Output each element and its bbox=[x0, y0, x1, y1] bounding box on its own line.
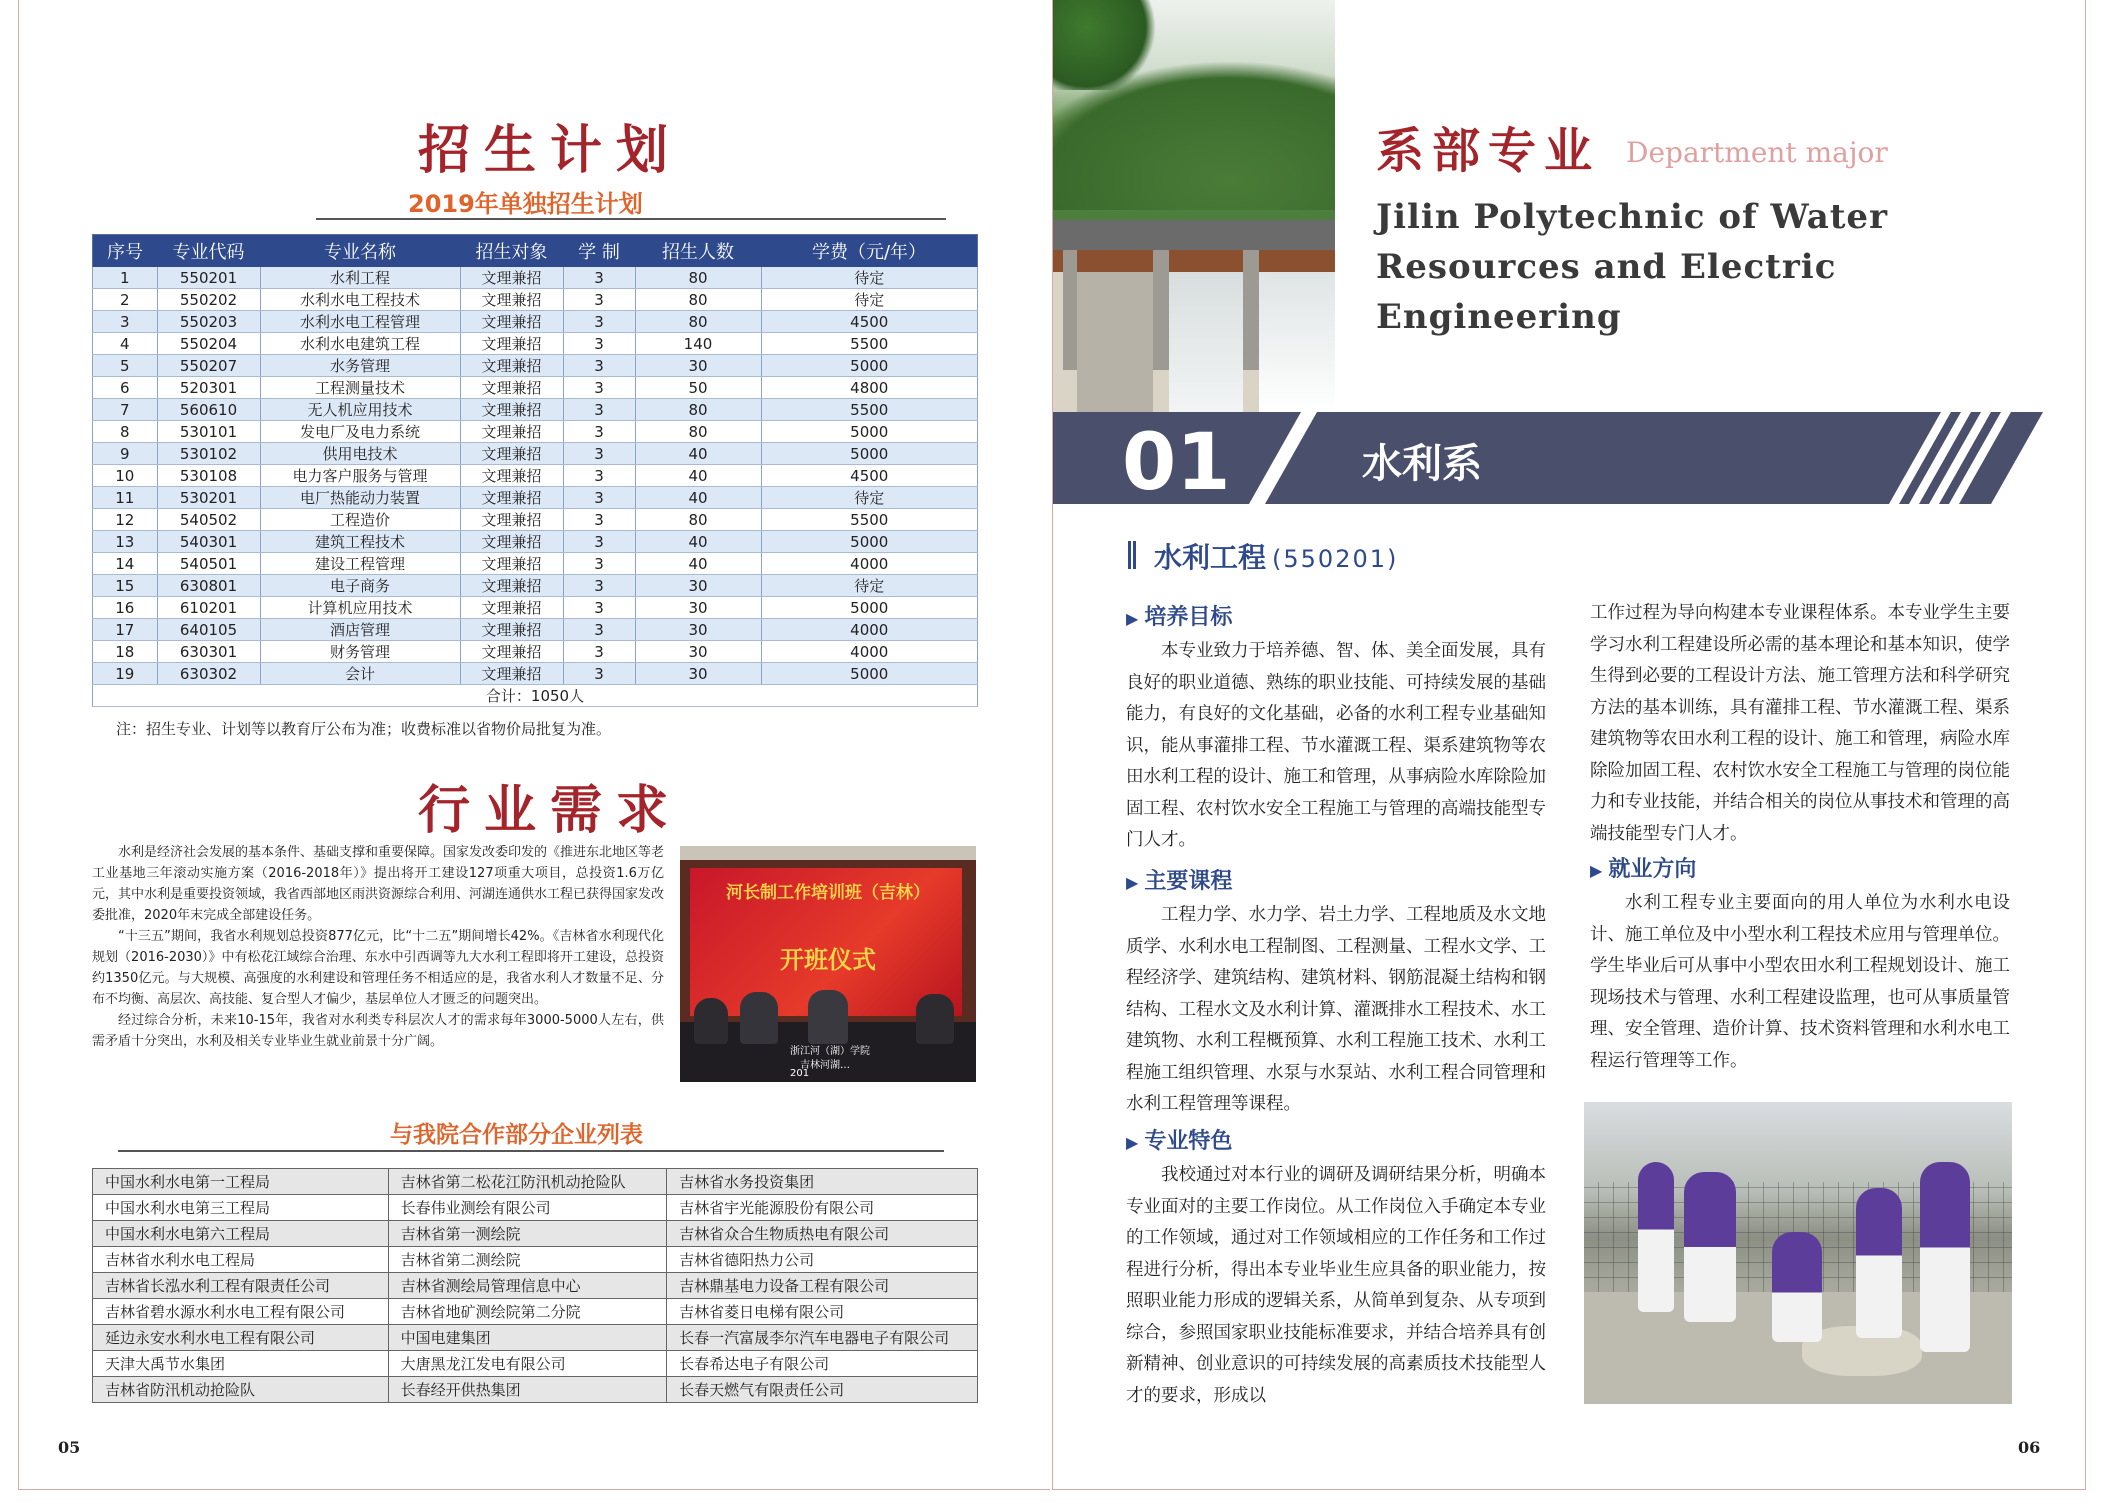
table-cell: 文理兼招 bbox=[460, 421, 563, 443]
table-cell: 3 bbox=[563, 509, 635, 531]
person bbox=[694, 998, 728, 1044]
company-cell: 吉林省地矿测绘院第二分院 bbox=[388, 1299, 666, 1325]
table-row bbox=[93, 377, 978, 399]
company-cell: 吉林省长泓水利工程有限责任公司 bbox=[93, 1273, 389, 1299]
table-cell: 5500 bbox=[761, 333, 978, 355]
table-cell: 文理兼招 bbox=[460, 333, 563, 355]
table-cell: 1 bbox=[93, 267, 158, 289]
paragraph: 本专业致力于培养德、智、体、美全面发展，具有良好的职业道德、熟练的职业技能、可持续发展的基础能力，有良好的文化基础，必备的水利工程专业基础知识，能从事灌排工程、节水灌溉工程、渠系建筑物等农田水利工程的设计、施工和管理，从事病险水库除险加固工程、农村饮水安全工程施工与管理的高端技能型专门人才。 bbox=[1126, 641, 1546, 850]
table-row bbox=[93, 399, 978, 421]
dam-face bbox=[1077, 272, 1153, 412]
ceiling bbox=[680, 846, 976, 860]
table-cell: 4000 bbox=[761, 619, 978, 641]
table-cell: 文理兼招 bbox=[460, 355, 563, 377]
table-cell: 财务管理 bbox=[260, 641, 460, 663]
table-cell: 电子商务 bbox=[260, 575, 460, 597]
table-cell: 7 bbox=[93, 399, 158, 421]
features-text bbox=[1126, 1160, 1546, 1412]
table-cell: 140 bbox=[635, 333, 761, 355]
person bbox=[808, 990, 848, 1044]
major-title bbox=[1154, 536, 1398, 576]
major-name: 水利工程 bbox=[1154, 541, 1267, 574]
paragraph: 工程力学、水力学、岩土力学、工程地质及水文地质学、水利水电工程制图、工程测量、工程水文学、工程经济学、建筑结构、建筑材料、钢筋混凝土结构和钢结构、工程水文及水利计算、灌溉排水工程技术、水工建筑物、水利工程概预算、水利工程施工技术、水利工程施工组织管理、水泵与水泵站、水利工程合同管理和水利工程管理等课程。 bbox=[1126, 905, 1546, 1114]
triangle-icon: ▶ bbox=[1126, 873, 1139, 892]
company-cell: 中国水利水电第三工程局 bbox=[93, 1195, 389, 1221]
heading-text: 主要课程 bbox=[1144, 869, 1233, 894]
company-cell: 长春伟业测绘有限公司 bbox=[388, 1195, 666, 1221]
major-code: (550201) bbox=[1272, 545, 1399, 573]
table-cell: 530102 bbox=[157, 443, 260, 465]
table-cell: 80 bbox=[635, 421, 761, 443]
dam-bridge bbox=[1053, 220, 1335, 250]
table-cell: 3 bbox=[563, 465, 635, 487]
table-cell: 5000 bbox=[761, 355, 978, 377]
table-row bbox=[93, 1377, 978, 1403]
table-cell: 4500 bbox=[761, 465, 978, 487]
table-cell: 4000 bbox=[761, 641, 978, 663]
table-cell: 9 bbox=[93, 443, 158, 465]
company-cell: 吉林省第二松花江防汛机动抢险队 bbox=[388, 1169, 666, 1195]
table-cell: 530201 bbox=[157, 487, 260, 509]
table-cell: 3 bbox=[563, 311, 635, 333]
company-cell: 中国电建集团 bbox=[388, 1325, 666, 1351]
table-cell: 水利水电工程管理 bbox=[260, 311, 460, 333]
banner-text: 开班仪式 bbox=[780, 946, 876, 974]
table-cell: 待定 bbox=[761, 575, 978, 597]
table-cell: 550204 bbox=[157, 333, 260, 355]
table-row bbox=[93, 597, 978, 619]
table-cell: 630801 bbox=[157, 575, 260, 597]
table-cell: 3 bbox=[563, 399, 635, 421]
table-row bbox=[93, 355, 978, 377]
cooperating-companies-table bbox=[92, 1168, 978, 1403]
table-cell: 3 bbox=[563, 531, 635, 553]
table-header-row bbox=[93, 235, 978, 268]
section-name: 水利系 bbox=[1362, 441, 1482, 487]
table-row bbox=[93, 663, 978, 685]
table-cell: 2 bbox=[93, 289, 158, 311]
table-row bbox=[93, 1221, 978, 1247]
student bbox=[1684, 1172, 1736, 1322]
company-cell: 中国水利水电第六工程局 bbox=[93, 1221, 389, 1247]
goal-text bbox=[1126, 636, 1546, 857]
table-row bbox=[93, 553, 978, 575]
table-cell: 会计 bbox=[260, 663, 460, 685]
table-row bbox=[93, 531, 978, 553]
table-cell: 待定 bbox=[761, 289, 978, 311]
company-cell: 中国水利水电第一工程局 bbox=[93, 1169, 389, 1195]
tree-leaves bbox=[1053, 0, 1163, 90]
table-cell: 40 bbox=[635, 553, 761, 575]
table-cell: 30 bbox=[635, 597, 761, 619]
table-row bbox=[93, 333, 978, 355]
plan-note: 注：招生专业、计划等以教育厅公布为准；收费标准以省物价局批复为准。 bbox=[116, 720, 612, 738]
section-number: 01 bbox=[1122, 418, 1231, 508]
table-cell: 640105 bbox=[157, 619, 260, 641]
table-cell: 3 bbox=[563, 443, 635, 465]
podium-text: 吉林河湖… bbox=[800, 1060, 850, 1071]
table-cell: 30 bbox=[635, 355, 761, 377]
table-cell: 3 bbox=[563, 355, 635, 377]
table-cell: 5500 bbox=[761, 399, 978, 421]
table-cell: 3 bbox=[563, 333, 635, 355]
training-ceremony-photo bbox=[680, 846, 976, 1082]
triangle-icon: ▶ bbox=[1126, 1133, 1139, 1152]
table-cell: 540301 bbox=[157, 531, 260, 553]
col-header: 专业名称 bbox=[260, 235, 460, 268]
table-cell: 540501 bbox=[157, 553, 260, 575]
table-cell: 30 bbox=[635, 641, 761, 663]
table-cell: 17 bbox=[93, 619, 158, 641]
jobs-text bbox=[1590, 888, 2010, 1077]
table-cell: 酒店管理 bbox=[260, 619, 460, 641]
table-cell: 文理兼招 bbox=[460, 597, 563, 619]
table-cell: 文理兼招 bbox=[460, 399, 563, 421]
department-title-en: Department major bbox=[1626, 136, 1888, 169]
table-cell: 5500 bbox=[761, 509, 978, 531]
table-cell: 计算机应用技术 bbox=[260, 597, 460, 619]
dam-gates bbox=[1053, 250, 1335, 272]
table-cell: 3 bbox=[563, 597, 635, 619]
student bbox=[1920, 1162, 1970, 1352]
table-cell: 文理兼招 bbox=[460, 465, 563, 487]
industry-paragraph: 经过综合分析，未来10-15年，我省对水利类专科层次人才的需求每年3000-5000人左右，供需矛盾十分突出，水利及相关专业毕业生就业前景十分广阔。 bbox=[92, 1013, 664, 1049]
company-cell: 长春经开供热集团 bbox=[388, 1377, 666, 1403]
table-row bbox=[93, 465, 978, 487]
table-row bbox=[93, 487, 978, 509]
table-row bbox=[93, 267, 978, 289]
table-cell: 待定 bbox=[761, 487, 978, 509]
table-row bbox=[93, 1247, 978, 1273]
table-cell: 3 bbox=[563, 421, 635, 443]
company-cell: 吉林省菱日电梯有限公司 bbox=[667, 1299, 978, 1325]
company-cell: 吉林省测绘局管理信息中心 bbox=[388, 1273, 666, 1299]
table-cell: 文理兼招 bbox=[460, 267, 563, 289]
student bbox=[1638, 1162, 1674, 1312]
table-cell: 工程造价 bbox=[260, 509, 460, 531]
table-cell: 3 bbox=[563, 487, 635, 509]
table-cell: 19 bbox=[93, 663, 158, 685]
table-cell: 15 bbox=[93, 575, 158, 597]
table-cell: 文理兼招 bbox=[460, 509, 563, 531]
table-row bbox=[93, 1325, 978, 1351]
triangle-icon: ▶ bbox=[1126, 609, 1139, 628]
table-cell: 5000 bbox=[761, 663, 978, 685]
table-cell: 5000 bbox=[761, 443, 978, 465]
table-cell: 550207 bbox=[157, 355, 260, 377]
table-cell: 530101 bbox=[157, 421, 260, 443]
industry-paragraph: “十三五”期间，我省水利规划总投资877亿元，比“十二五”期间增长42%。《吉林省水利现代化规划（2016-2030）》中有松花江域综合治理、东水中引西调等九大水利工程即将开工建设，总投资约1350亿元。与大规模、高强度的水利建设和管理任务不相适应的是，我省水利人才数量不足、分布不均衡、高层次、高技能、复合型人才偏少，基层单位人才匮乏的问题突出。 bbox=[92, 929, 664, 1007]
paragraph: 我校通过对本行业的调研及调研结果分析，明确本专业面对的主要工作岗位。从工作岗位入手确定本专业的工作领域，通过对工作领域相应的工作任务和工作过程进行分析，得出本专业毕业生应具备的职业能力，按照职业能力形成的逻辑关系，从简单到复杂、从专项到综合，参照国家职业技能标准要求，并结合培养具有创新精神、创业意识的可持续发展的高素质技术技能型人才的要求，形成以 bbox=[1126, 1165, 1546, 1406]
company-cell: 吉林省水务投资集团 bbox=[667, 1169, 978, 1195]
plan-total: 合计：1050人 bbox=[93, 685, 978, 707]
table-row bbox=[93, 1299, 978, 1325]
table-cell: 水利水电建筑工程 bbox=[260, 333, 460, 355]
company-cell: 吉林省第一测绘院 bbox=[388, 1221, 666, 1247]
dam-pier bbox=[1153, 250, 1169, 370]
table-cell: 文理兼招 bbox=[460, 377, 563, 399]
table-cell: 工程测量技术 bbox=[260, 377, 460, 399]
table-cell: 5 bbox=[93, 355, 158, 377]
features-text-continued bbox=[1590, 598, 2010, 850]
table-cell: 3 bbox=[563, 289, 635, 311]
dam-pier bbox=[1243, 250, 1259, 370]
table-cell: 550203 bbox=[157, 311, 260, 333]
table-cell: 文理兼招 bbox=[460, 487, 563, 509]
table-cell: 520301 bbox=[157, 377, 260, 399]
table-cell: 3 bbox=[563, 641, 635, 663]
table-cell: 3 bbox=[563, 377, 635, 399]
company-cell: 大唐黑龙江发电有限公司 bbox=[388, 1351, 666, 1377]
table-cell: 10 bbox=[93, 465, 158, 487]
table-cell: 文理兼招 bbox=[460, 311, 563, 333]
table-cell: 12 bbox=[93, 509, 158, 531]
table-cell: 11 bbox=[93, 487, 158, 509]
table-cell: 供用电技术 bbox=[260, 443, 460, 465]
company-cell: 吉林省德阳热力公司 bbox=[667, 1247, 978, 1273]
table-cell: 40 bbox=[635, 531, 761, 553]
page-number: 06 bbox=[2018, 1438, 2041, 1457]
table-cell: 630302 bbox=[157, 663, 260, 685]
table-row bbox=[93, 509, 978, 531]
table-cell: 40 bbox=[635, 465, 761, 487]
students-practice-photo bbox=[1584, 1102, 2012, 1404]
col-header: 学 制 bbox=[563, 235, 635, 268]
table-cell: 4500 bbox=[761, 311, 978, 333]
student bbox=[1856, 1188, 1902, 1338]
table-cell: 610201 bbox=[157, 597, 260, 619]
plan-title-rule bbox=[316, 218, 946, 220]
table-cell: 550202 bbox=[157, 289, 260, 311]
col-header: 序号 bbox=[93, 235, 158, 268]
table-cell: 3 bbox=[563, 619, 635, 641]
table-cell: 80 bbox=[635, 289, 761, 311]
company-cell: 吉林鼎基电力设备工程有限公司 bbox=[667, 1273, 978, 1299]
banner-text: 河长制工作培训班（吉林） bbox=[726, 883, 930, 903]
table-cell: 80 bbox=[635, 267, 761, 289]
paragraph: 水利工程专业主要面向的用人单位为水利水电设计、施工单位及中小型水利工程技术应用与管理单位。学生毕业后可从事中小型农田水利工程规划设计、施工现场技术与管理、水利工程建设监理，也可从事质量管理、安全管理、造价计算、技术资料管理和水利水电工程运行管理等工作。 bbox=[1590, 893, 2010, 1071]
industry-demand-title: 行业需求 bbox=[418, 780, 683, 841]
podium-text: 201 bbox=[790, 1068, 810, 1079]
school-name: Jilin Polytechnic of Water Resources and Electric Engineering bbox=[1376, 197, 1888, 337]
table-cell: 30 bbox=[635, 619, 761, 641]
table-cell: 文理兼招 bbox=[460, 553, 563, 575]
table-cell: 8 bbox=[93, 421, 158, 443]
table-cell: 文理兼招 bbox=[460, 531, 563, 553]
table-cell: 14 bbox=[93, 553, 158, 575]
table-cell: 建设工程管理 bbox=[260, 553, 460, 575]
page-number: 05 bbox=[58, 1438, 81, 1457]
col-header: 专业代码 bbox=[157, 235, 260, 268]
company-cell: 天津大禹节水集团 bbox=[93, 1351, 389, 1377]
table-cell: 30 bbox=[635, 663, 761, 685]
industry-paragraph: 水利是经济社会发展的基本条件、基础支撑和重要保障。国家发改委印发的《推进东北地区等老工业基地三年滚动实施方案（2016-2018年）》提出将开工建设127项重大项目，总投资1.6万亿元，其中水利是重要投资领域，我省西部地区雨洪资源综合利用、河湖连通供水工程已获得国家发改委批准，2020年末完成全部建设任务。 bbox=[92, 845, 665, 923]
table-row bbox=[93, 1195, 978, 1221]
heading-goal bbox=[1126, 600, 1232, 631]
table-row bbox=[93, 1169, 978, 1195]
table-cell: 40 bbox=[635, 487, 761, 509]
col-header: 招生对象 bbox=[460, 235, 563, 268]
table-cell: 560610 bbox=[157, 399, 260, 421]
table-cell: 3 bbox=[563, 663, 635, 685]
table-cell: 550201 bbox=[157, 267, 260, 289]
spillway-water bbox=[1259, 272, 1335, 412]
table-cell: 16 bbox=[93, 597, 158, 619]
triangle-icon: ▶ bbox=[1590, 861, 1603, 880]
plan-subtitle: 2019年单独招生计划 bbox=[408, 190, 643, 218]
courses-text bbox=[1126, 900, 1546, 1121]
student bbox=[1772, 1232, 1822, 1342]
table-cell: 文理兼招 bbox=[460, 575, 563, 597]
table-cell: 3 bbox=[563, 575, 635, 597]
table-cell: 文理兼招 bbox=[460, 443, 563, 465]
enrollment-plan-table bbox=[92, 234, 978, 707]
table-cell: 5000 bbox=[761, 421, 978, 443]
table-cell: 4800 bbox=[761, 377, 978, 399]
heading-text: 培养目标 bbox=[1144, 605, 1233, 630]
heading-jobs bbox=[1590, 852, 1696, 883]
table-cell: 80 bbox=[635, 509, 761, 531]
table-cell: 5000 bbox=[761, 531, 978, 553]
department-title: 系部专业 bbox=[1376, 123, 1601, 179]
table-cell: 3 bbox=[563, 267, 635, 289]
company-cell: 延边永安水利水电工程有限公司 bbox=[93, 1325, 389, 1351]
company-cell: 吉林省众合生物质热电有限公司 bbox=[667, 1221, 978, 1247]
table-cell: 发电厂及电力系统 bbox=[260, 421, 460, 443]
left-page bbox=[0, 0, 1050, 1511]
col-header: 招生人数 bbox=[635, 235, 761, 268]
company-cell: 吉林省宇光能源股份有限公司 bbox=[667, 1195, 978, 1221]
table-cell: 文理兼招 bbox=[460, 641, 563, 663]
table-row bbox=[93, 311, 978, 333]
table-cell: 40 bbox=[635, 443, 761, 465]
table-cell: 50 bbox=[635, 377, 761, 399]
title-bar-icon bbox=[1128, 541, 1138, 569]
table-row bbox=[93, 641, 978, 663]
table-cell: 4 bbox=[93, 333, 158, 355]
company-cell: 吉林省碧水源水利水电工程有限公司 bbox=[93, 1299, 389, 1325]
table-row bbox=[93, 289, 978, 311]
person bbox=[740, 992, 778, 1044]
table-cell: 13 bbox=[93, 531, 158, 553]
dam-pier bbox=[1063, 250, 1077, 370]
table-cell: 5000 bbox=[761, 597, 978, 619]
company-cell: 吉林省水利水电工程局 bbox=[93, 1247, 389, 1273]
col-header: 学费（元/年） bbox=[761, 235, 978, 268]
table-cell: 水务管理 bbox=[260, 355, 460, 377]
table-cell: 待定 bbox=[761, 267, 978, 289]
coop-title: 与我院合作部分企业列表 bbox=[390, 1122, 643, 1148]
table-cell: 文理兼招 bbox=[460, 619, 563, 641]
table-cell: 无人机应用技术 bbox=[260, 399, 460, 421]
person bbox=[916, 994, 954, 1044]
table-cell: 水利水电工程技术 bbox=[260, 289, 460, 311]
dam-photo bbox=[1053, 0, 1335, 412]
table-cell: 540502 bbox=[157, 509, 260, 531]
table-cell: 文理兼招 bbox=[460, 289, 563, 311]
podium-text: 浙江河（湖）学院 bbox=[790, 1046, 870, 1057]
table-cell: 3 bbox=[93, 311, 158, 333]
coop-title-rule bbox=[118, 1150, 944, 1152]
company-cell: 长春希达电子有限公司 bbox=[667, 1351, 978, 1377]
table-cell: 80 bbox=[635, 311, 761, 333]
company-cell: 长春一汽富晟李尔汽车电器电子有限公司 bbox=[667, 1325, 978, 1351]
company-cell: 长春天燃气有限责任公司 bbox=[667, 1377, 978, 1403]
table-cell: 水利工程 bbox=[260, 267, 460, 289]
heading-courses bbox=[1126, 864, 1232, 895]
table-cell: 18 bbox=[93, 641, 158, 663]
table-row bbox=[93, 619, 978, 641]
table-cell: 30 bbox=[635, 575, 761, 597]
table-row bbox=[93, 575, 978, 597]
table-cell: 4000 bbox=[761, 553, 978, 575]
paragraph: 工作过程为导向构建本专业课程体系。本专业学生主要学习水利工程建设所必需的基本理论和基本知识，使学生得到必要的工程设计方法、施工管理方法和科学研究方法的基本训练，具有灌排工程、节水灌溉工程、渠系建筑物等农田水利工程的设计、施工和管理，病险水库除险加固工程、农村饮水安全工程施工与管理的岗位能力和专业技能，并结合相关的岗位从事技术和管理的高端技能型专门人才。 bbox=[1590, 603, 2010, 844]
table-cell: 630301 bbox=[157, 641, 260, 663]
table-row bbox=[93, 421, 978, 443]
company-cell: 吉林省第二测绘院 bbox=[388, 1247, 666, 1273]
table-cell: 6 bbox=[93, 377, 158, 399]
table-cell: 80 bbox=[635, 399, 761, 421]
enrollment-plan-title: 招生计划 bbox=[418, 120, 683, 181]
table-cell: 电力客户服务与管理 bbox=[260, 465, 460, 487]
industry-text bbox=[92, 842, 664, 1052]
heading-text: 就业方向 bbox=[1608, 857, 1697, 882]
table-cell: 文理兼招 bbox=[460, 663, 563, 685]
spillway-water bbox=[1169, 272, 1243, 412]
table-row bbox=[93, 1351, 978, 1377]
table-cell: 建筑工程技术 bbox=[260, 531, 460, 553]
company-cell: 吉林省防汛机动抢险队 bbox=[93, 1377, 389, 1403]
heading-text: 专业特色 bbox=[1144, 1129, 1233, 1154]
table-cell: 530108 bbox=[157, 465, 260, 487]
table-row bbox=[93, 443, 978, 465]
table-total-row bbox=[93, 685, 978, 707]
heading-features bbox=[1126, 1124, 1232, 1155]
table-row bbox=[93, 1273, 978, 1299]
table-cell: 3 bbox=[563, 553, 635, 575]
table-cell: 电厂热能动力装置 bbox=[260, 487, 460, 509]
